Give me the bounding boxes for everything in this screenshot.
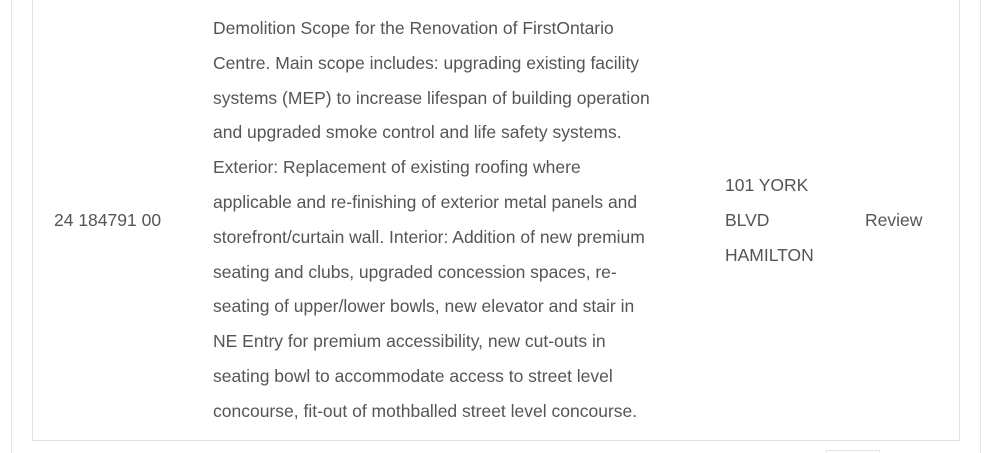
description-cell [213,11,705,429]
description-line: applicable and re-finishing of exterior metal panels and [213,191,638,212]
description-line: and upgraded smoke control and life safety systems. [213,122,622,143]
description-line: Demolition Scope for the Renovation of FirstOntario [213,18,614,38]
description-line: NE Entry for premium accessibility, new cut-outs in [213,331,606,352]
description-line: seating and clubs, upgraded concession spaces, re- [213,261,617,282]
description-line: Exterior: Replacement of existing roofing where [213,157,581,178]
permit-number-cell: 24 184791 00 [54,210,162,230]
address-line: HAMILTON [725,244,814,265]
address-line: BLVD [725,209,770,230]
description-line: storefront/curtain wall. Interior: Addition of new premium [213,226,645,247]
description-line: concourse, fit-out of mothballed street level concourse. [213,400,638,421]
outer-panel-left-edge [11,0,12,453]
address-line: 101 YORK [725,175,809,195]
address-cell [725,168,835,272]
permit-table-row [32,0,960,441]
outer-panel-right-edge [980,0,981,453]
description-line: systems (MEP) to increase lifespan of building operation [213,87,650,108]
description-line: seating of upper/lower bowls, new elevator and stair in [213,296,635,317]
status-cell: Review [865,210,923,230]
description-line: seating bowl to accommodate access to street level [213,365,613,386]
description-line: Centre. Main scope includes: upgrading existing facility [213,52,640,73]
